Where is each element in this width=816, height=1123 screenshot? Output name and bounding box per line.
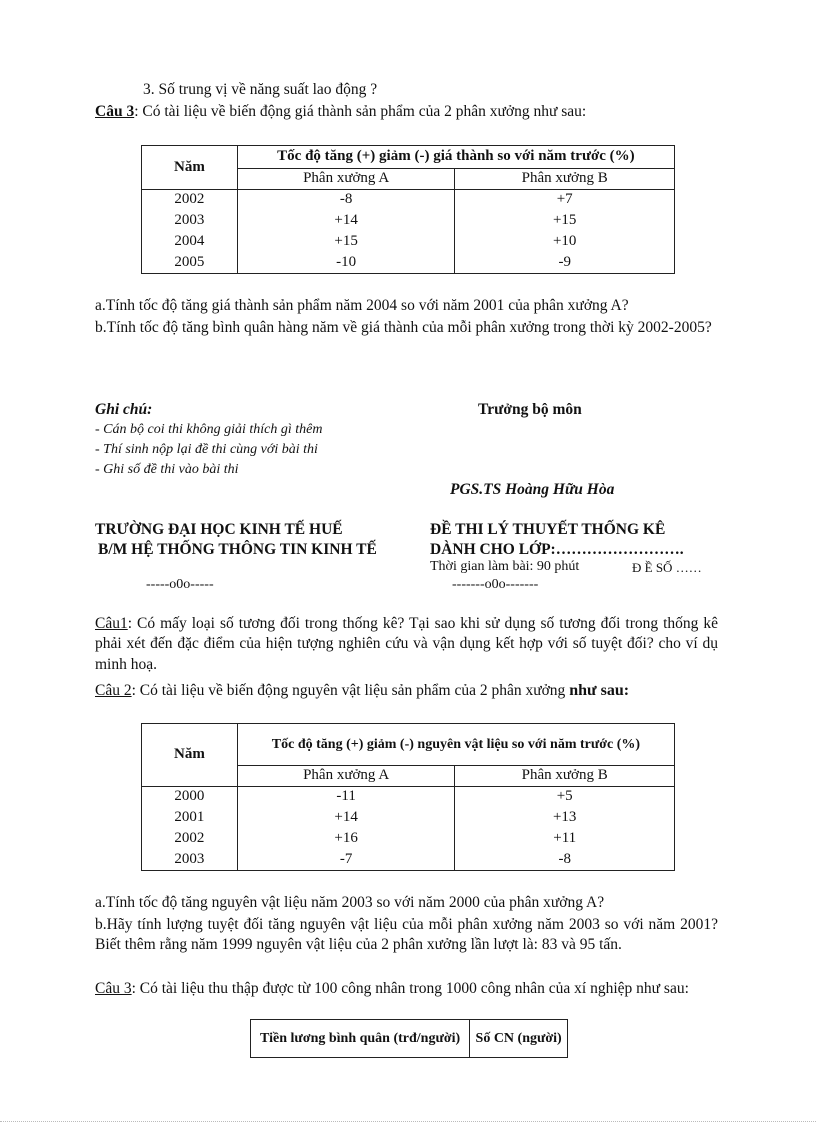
table-row (142, 787, 675, 808)
cell-a: -10 (237, 253, 455, 274)
cau2-text: : Có tài liệu về biến động nguyên vật liệu sản phẩm của 2 phân xưởng (131, 682, 570, 699)
cau1-paragraph (95, 614, 718, 675)
exam-number: Đ Ề SỐ …… (632, 560, 702, 575)
table-row (142, 829, 675, 850)
page-bottom-divider (0, 1121, 816, 1122)
price-change-table (141, 145, 675, 274)
cau3-paragraph (95, 102, 718, 122)
question-a: a.Tính tốc độ tăng giá thành sản phẩm năm 2004 so với năm 2001 của phân xưởng A? (95, 297, 629, 314)
cau1-label: Câu1 (95, 615, 128, 632)
separator-right: -------o0o------- (452, 577, 539, 592)
cau3-label: Câu 3 (95, 103, 135, 120)
sub-header-a: Phân xưởng A (237, 169, 455, 190)
cell-year: 2000 (142, 787, 238, 808)
table-row (142, 190, 675, 211)
cell-a: +14 (237, 808, 455, 829)
cell-year: 2001 (142, 808, 238, 829)
cau3-paragraph (95, 979, 718, 999)
wage-header: Tiền lương bình quân (trđ/người) (251, 1020, 470, 1058)
department-name: B/M HỆ THỐNG THÔNG TIN KINH TẾ (98, 541, 377, 558)
sub-header-b: Phân xưởng B (455, 766, 675, 787)
cell-year: 2003 (142, 850, 238, 871)
table-row (142, 253, 675, 274)
class-line: DÀNH CHO LỚP:……………………. (430, 541, 684, 558)
cell-b: +5 (455, 787, 675, 808)
cau1-text: : Có mấy loại số tương đối trong thống kê? Tại sao khi sử dụng số tương đối trong thống kê phải xét đến đặc điểm của hiện tượng nghiên cứu và vận dụng kết hợp với số tuyệt đối? cho ví dụ minh hoạ. (95, 615, 718, 673)
col-year-header: Năm (142, 146, 238, 190)
cell-b: +15 (455, 211, 675, 232)
cau2-paragraph (95, 680, 718, 701)
cell-year: 2003 (142, 211, 238, 232)
cell-year: 2002 (142, 829, 238, 850)
head-name: PGS.TS Hoàng Hữu Hòa (450, 481, 615, 498)
cau3-label: Câu 3 (95, 980, 132, 997)
cell-year: 2005 (142, 253, 238, 274)
cell-b: +10 (455, 232, 675, 253)
cau2-label: Câu 2 (95, 682, 132, 699)
col-year-header: Năm (142, 724, 238, 787)
note-line: - Ghi số đề thi vào bài thi (95, 462, 239, 477)
exam-title: ĐỀ THI LÝ THUYẾT THỐNG KÊ (430, 521, 666, 538)
worker-count-header: Số CN (người) (470, 1020, 568, 1058)
table-row (142, 808, 675, 829)
school-name: TRƯỜNG ĐẠI HỌC KINH TẾ HUẾ (95, 521, 343, 538)
question-b: b.Hãy tính lượng tuyệt đối tăng nguyên vật liệu của mỗi phân xưởng năm 2003 so với năm 2001? Biết thêm rằng năm 1999 nguyên vật liệu của 2 phân xưởng lần lượt là: 83 và 95 tấn. (95, 916, 718, 954)
question-a: a.Tính tốc độ tăng nguyên vật liệu năm 2003 so với năm 2000 của phân xưởng A? (95, 894, 605, 911)
head-title: Trưởng bộ môn (478, 401, 582, 418)
table-row (142, 211, 675, 232)
material-change-table (141, 723, 675, 871)
question-b: b.Tính tốc độ tăng bình quân hàng năm về giá thành của mỗi phân xưởng trong thời kỳ 2002-2005? (95, 319, 712, 336)
item-3: 3. Số trung vị về năng suất lao động ? (143, 81, 378, 98)
cell-a: +15 (237, 232, 455, 253)
sub-header-b: Phân xưởng B (455, 169, 675, 190)
cell-a: -11 (237, 787, 455, 808)
cell-a: +14 (237, 211, 455, 232)
cau2-tail: như sau: (569, 682, 630, 699)
cau3-text: : Có tài liệu về biến động giá thành sản phẩm của 2 phân xưởng như sau: (134, 103, 587, 120)
wage-table (250, 1019, 568, 1058)
cell-a: -7 (237, 850, 455, 871)
cell-a: -8 (237, 190, 455, 211)
note-line: - Cán bộ coi thi không giải thích gì thêm (95, 422, 323, 437)
table-row (142, 850, 675, 871)
cell-year: 2002 (142, 190, 238, 211)
notes-list (95, 420, 322, 480)
cell-b: +11 (455, 829, 675, 850)
separator-left: -----o0o----- (146, 577, 214, 592)
note-line: - Thí sinh nộp lại đề thi cùng với bài thi (95, 442, 318, 457)
exam-time: Thời gian làm bài: 90 phút (430, 559, 580, 574)
cell-year: 2004 (142, 232, 238, 253)
cell-b: -8 (455, 850, 675, 871)
cell-b: -9 (455, 253, 675, 274)
notes-title: Ghi chú: (95, 401, 153, 418)
sub-header-a: Phân xưởng A (237, 766, 455, 787)
table-header: Tốc độ tăng (+) giảm (-) giá thành so với năm trước (%) (237, 146, 674, 169)
cell-b: +13 (455, 808, 675, 829)
cau3-text: : Có tài liệu thu thập được từ 100 công nhân trong 1000 công nhân của xí nghiệp như sau: (131, 980, 689, 997)
table-header: Tốc độ tăng (+) giảm (-) nguyên vật liệu so với năm trước (%) (237, 724, 674, 766)
table-row (142, 232, 675, 253)
cell-b: +7 (455, 190, 675, 211)
cell-a: +16 (237, 829, 455, 850)
